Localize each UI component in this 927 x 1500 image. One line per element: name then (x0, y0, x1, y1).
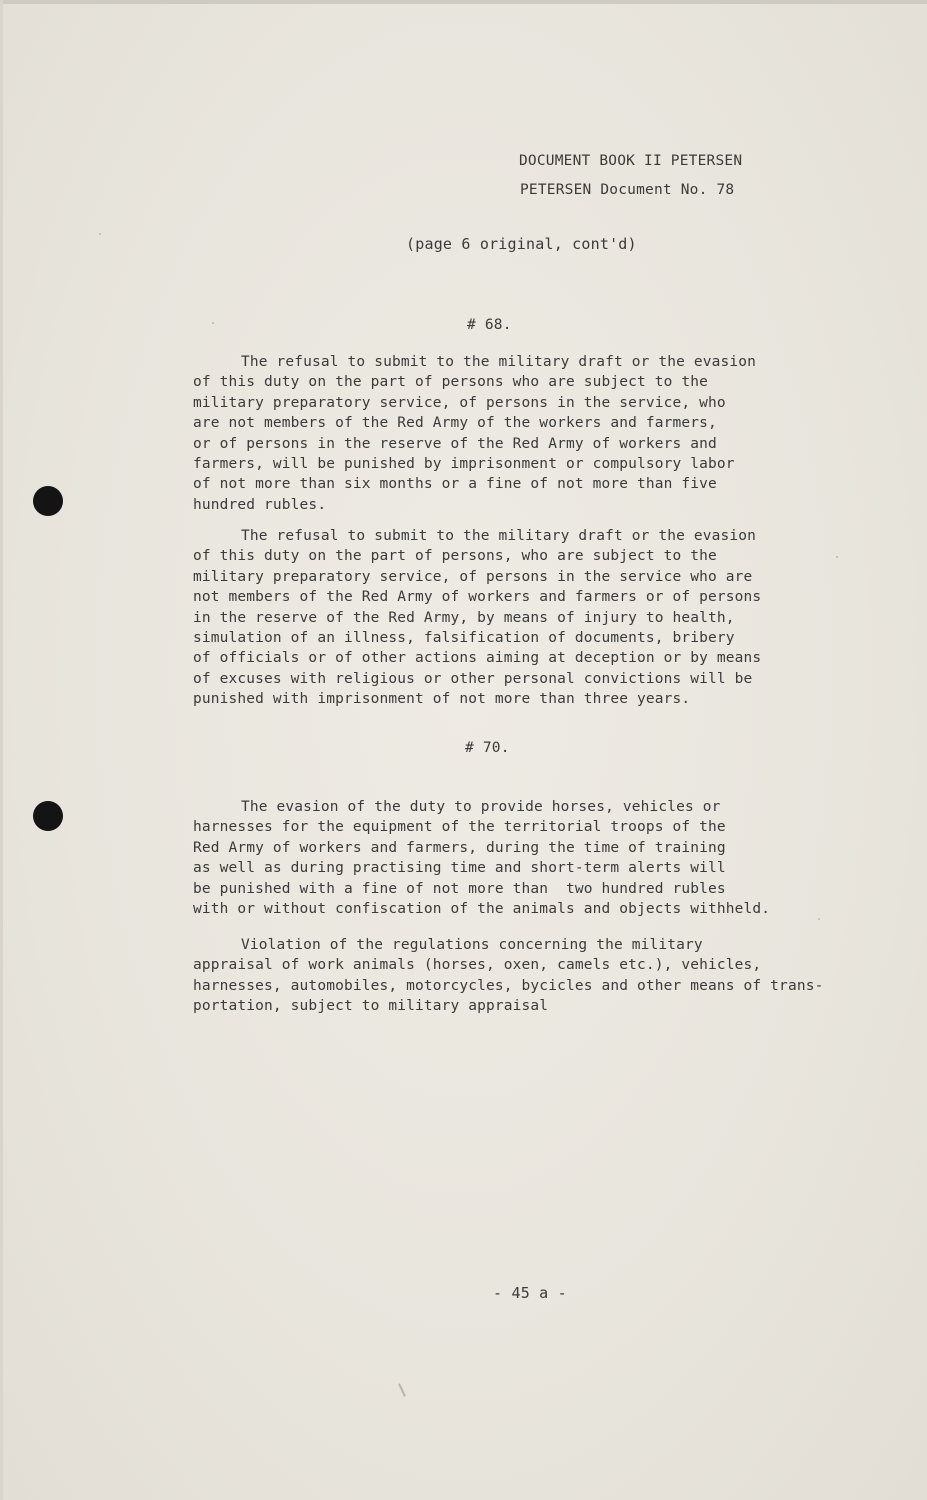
paragraph-line: harnesses, automobiles, motorcycles, bycicles and other means of trans- (193, 977, 824, 994)
paragraph-line: The refusal to submit to the military draft or the evasion (241, 528, 757, 544)
paragraph-line: The evasion of the duty to provide horses, vehicles or (241, 799, 721, 815)
paragraph-line: harnesses for the equipment of the territorial troops of the (193, 819, 726, 836)
paragraph-line: not members of the Red Army of workers and farmers or of persons (193, 589, 762, 606)
paragraph-line: hundred rubles. (193, 496, 327, 513)
section-70-paragraph-1 (193, 797, 893, 919)
paragraph-line: with or without confiscation of the animals and objects withheld. (193, 901, 771, 918)
paragraph-line: appraisal of work animals (horses, oxen, camels etc.), vehicles, (193, 957, 762, 974)
page-number: - 45 a - (493, 1284, 567, 1302)
paragraph-line: punished with imprisonment of not more than three years. (193, 691, 691, 708)
paragraph-line: military preparatory service, of persons in the service, who (193, 394, 726, 411)
paragraph-line: be punished with a fine of not more than two hundred rubles (193, 880, 726, 897)
paragraph-line: of this duty on the part of persons, who are subject to the (193, 548, 717, 565)
paragraph-line: Red Army of workers and farmers, during the time of training (193, 839, 726, 856)
binder-hole-lower (33, 801, 63, 831)
paper-speck (212, 322, 214, 324)
paragraph-line: in the reserve of the Red Army, by means of injury to health, (193, 609, 735, 626)
pen-mark (398, 1383, 406, 1397)
paragraph-line: of excuses with religious or other personal convictions will be (193, 670, 753, 687)
page-top-edge (0, 0, 927, 4)
paragraph-line: The refusal to submit to the military draft or the evasion (241, 354, 757, 370)
paragraph-line: portation, subject to military appraisal (193, 998, 549, 1015)
paragraph-line: Violation of the regulations concerning the military (241, 937, 703, 953)
document-book-header: DOCUMENT BOOK II PETERSEN (519, 153, 743, 169)
section-68-paragraph-2 (193, 526, 893, 710)
section-70-heading: # 70. (465, 740, 510, 756)
section-70-paragraph-2 (193, 935, 893, 1017)
paragraph-line: are not members of the Red Army of the workers and farmers, (193, 415, 717, 432)
section-68-paragraph-1 (193, 352, 893, 515)
paragraph-line: simulation of an illness, falsification of documents, bribery (193, 630, 735, 647)
page-left-edge (0, 0, 3, 1500)
paragraph-line: farmers, will be punished by imprisonment or compulsory labor (193, 456, 735, 473)
paragraph-line: or of persons in the reserve of the Red Army of workers and (193, 435, 717, 452)
page-reference: (page 6 original, cont'd) (406, 235, 637, 253)
paragraph-line: of officials or of other actions aiming at deception or by means (193, 650, 762, 667)
binder-hole-upper (33, 486, 63, 516)
paragraph-line: of not more than six months or a fine of not more than five (193, 476, 717, 493)
paragraph-line: as well as during practising time and short-term alerts will (193, 860, 726, 877)
section-68-heading: # 68. (467, 317, 512, 333)
paper-speck (836, 556, 838, 558)
document-number-header: PETERSEN Document No. 78 (520, 182, 735, 198)
paper-speck (818, 918, 820, 920)
paper-speck (99, 233, 101, 235)
paragraph-line: military preparatory service, of persons in the service who are (193, 568, 753, 585)
paragraph-line: of this duty on the part of persons who are subject to the (193, 374, 709, 391)
